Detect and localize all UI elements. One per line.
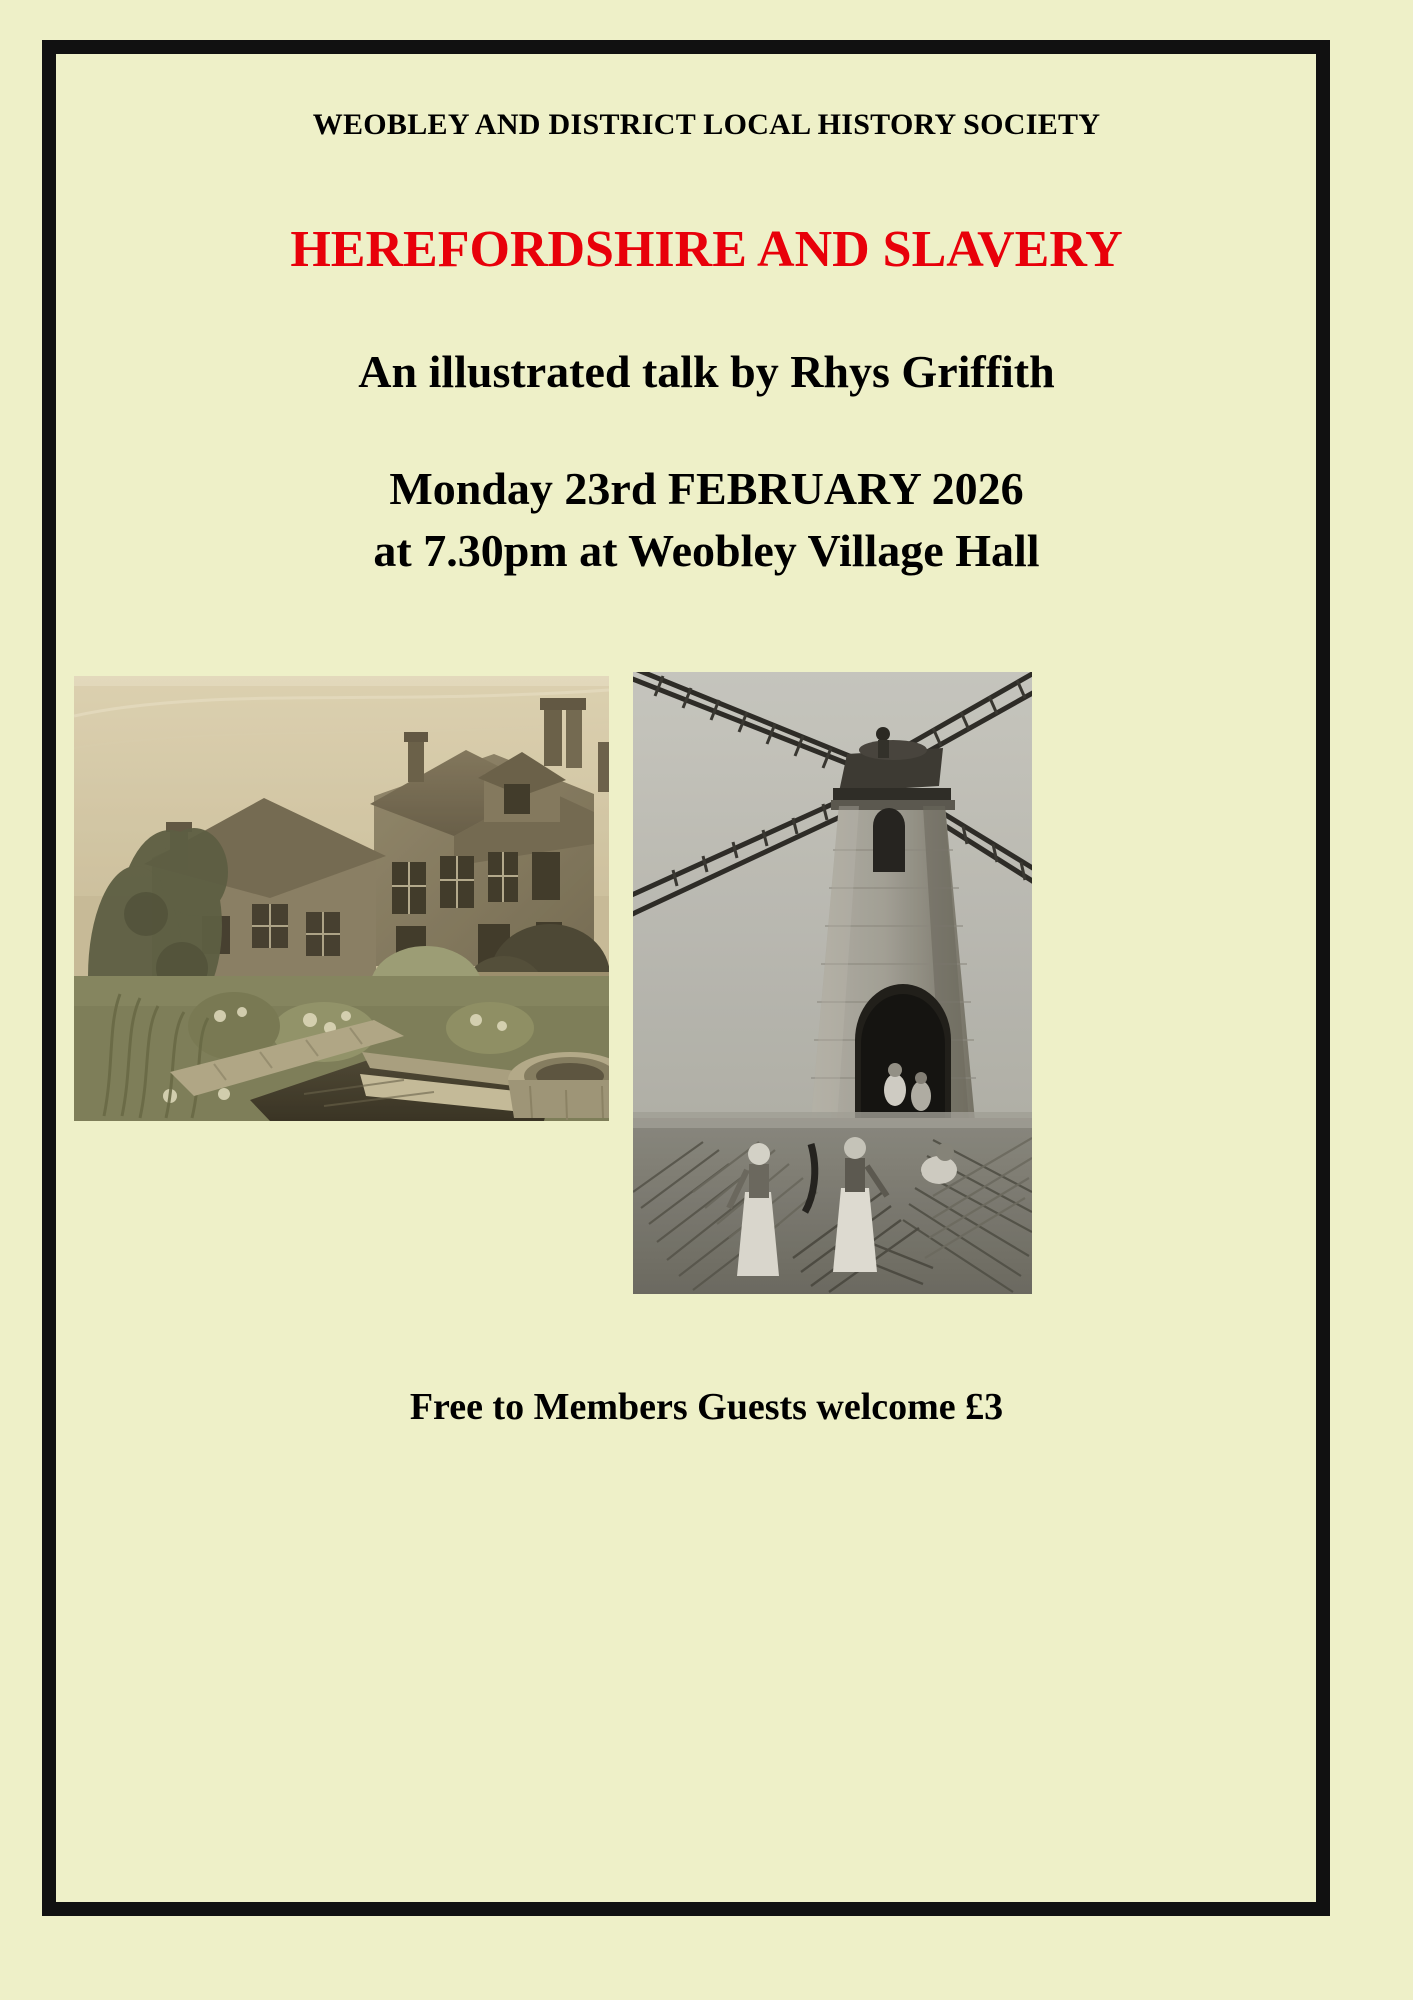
- sepia-photograph-house-and-garden: [74, 676, 609, 1121]
- event-date: Monday 23rd FEBRUARY 2026: [389, 463, 1024, 514]
- page-title: HEREFORDSHIRE AND SLAVERY: [290, 221, 1123, 278]
- talk-subtitle: An illustrated talk by Rhys Griffith: [358, 346, 1055, 397]
- society-name: WEOBLEY AND DISTRICT LOCAL HISTORY SOCIETY: [312, 108, 1101, 141]
- black-and-white-photograph-windmill-sugarcane: [633, 672, 1032, 1294]
- admission-info: Free to Members Guests welcome £3: [409, 1386, 1004, 1428]
- event-time-venue: at 7.30pm at Weobley Village Hall: [373, 525, 1040, 576]
